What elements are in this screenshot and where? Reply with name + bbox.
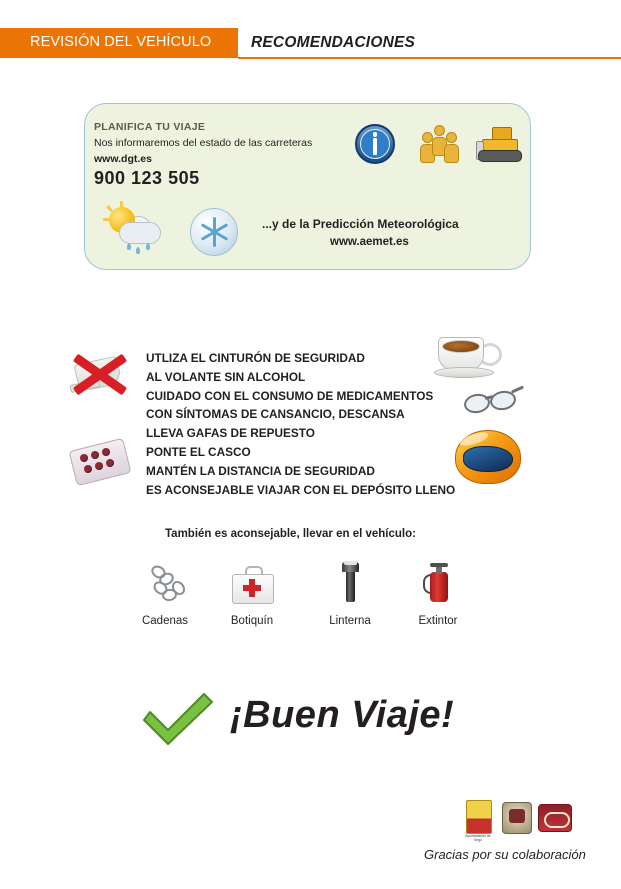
list-item xyxy=(302,560,398,608)
dgt-website-link[interactable]: www.dgt.es xyxy=(94,153,152,165)
page-title: RECOMENDACIONES xyxy=(251,34,416,51)
panel-subtitle: Nos informaremos del estado de las carreteras xyxy=(94,137,313,149)
no-alcohol-icon xyxy=(62,344,138,406)
page-header xyxy=(0,28,621,58)
list-item xyxy=(390,560,486,608)
item-label: Extintor xyxy=(418,615,458,627)
sun-cloud-rain-icon xyxy=(103,205,165,257)
fire-extinguisher-icon xyxy=(390,560,486,608)
advice-line: ES ACONSEJABLE VIAJAR CON EL DEPÓSITO LLENO xyxy=(146,482,456,497)
panel-title: PLANIFICA TU VIAJE xyxy=(94,121,206,133)
emblem-logo xyxy=(500,800,532,836)
advice-line: MANTÉN LA DISTANCIA DE SEGURIDAD xyxy=(146,463,375,478)
green-check-icon xyxy=(140,692,216,748)
item-label: Linterna xyxy=(329,615,371,627)
dgt-phone-number: 900 123 505 xyxy=(94,168,200,188)
roadworks-icon xyxy=(476,127,522,163)
advice-line: CON SÍNTOMAS DE CANSANCIO, DESCANSA xyxy=(146,407,405,422)
thanks-message: Gracias por su colaboración xyxy=(424,847,586,862)
flashlight-icon xyxy=(302,560,398,608)
chains-icon xyxy=(117,560,213,608)
advice-line: UTLIZA EL CINTURÓN DE SEGURIDAD xyxy=(146,351,365,365)
header-divider xyxy=(238,57,621,59)
item-label: Botiquín xyxy=(230,615,274,627)
pills-icon xyxy=(72,440,128,484)
advice-line: CUIDADO CON EL CONSUMO DE MEDICAMENTOS xyxy=(146,388,434,403)
items-section-title: También es aconsejable, llevar en el vehículo: xyxy=(165,528,416,540)
list-item xyxy=(117,560,213,608)
list-item xyxy=(204,560,300,608)
ayuntamiento-logo xyxy=(462,800,494,843)
advice-line: PONTE EL CASCO xyxy=(146,444,251,459)
meteo-text: ...y de la Predicción Meteorológica xyxy=(262,217,459,231)
logo-caption: Ayuntamiento de Sego xyxy=(465,834,491,843)
information-icon xyxy=(355,124,395,164)
snowflake-icon xyxy=(190,208,238,256)
aemet-website-link[interactable]: www.aemet.es xyxy=(330,236,409,248)
closing-message: ¡Buen Viaje! xyxy=(230,694,455,736)
first-aid-kit-icon xyxy=(204,560,300,608)
advice-line: LLEVA GAFAS DE REPUESTO xyxy=(146,426,315,441)
police-badge-logo xyxy=(538,800,570,836)
pedestrians-icon xyxy=(420,122,460,166)
header-tab-label: REVISIÓN DEL VEHÍCULO xyxy=(30,34,212,50)
footer-logos xyxy=(462,800,582,844)
advice-list xyxy=(146,349,466,499)
glasses-icon xyxy=(462,386,524,420)
advice-line: AL VOLANTE SIN ALCOHOL xyxy=(146,369,306,384)
item-label: Cadenas xyxy=(141,615,189,627)
